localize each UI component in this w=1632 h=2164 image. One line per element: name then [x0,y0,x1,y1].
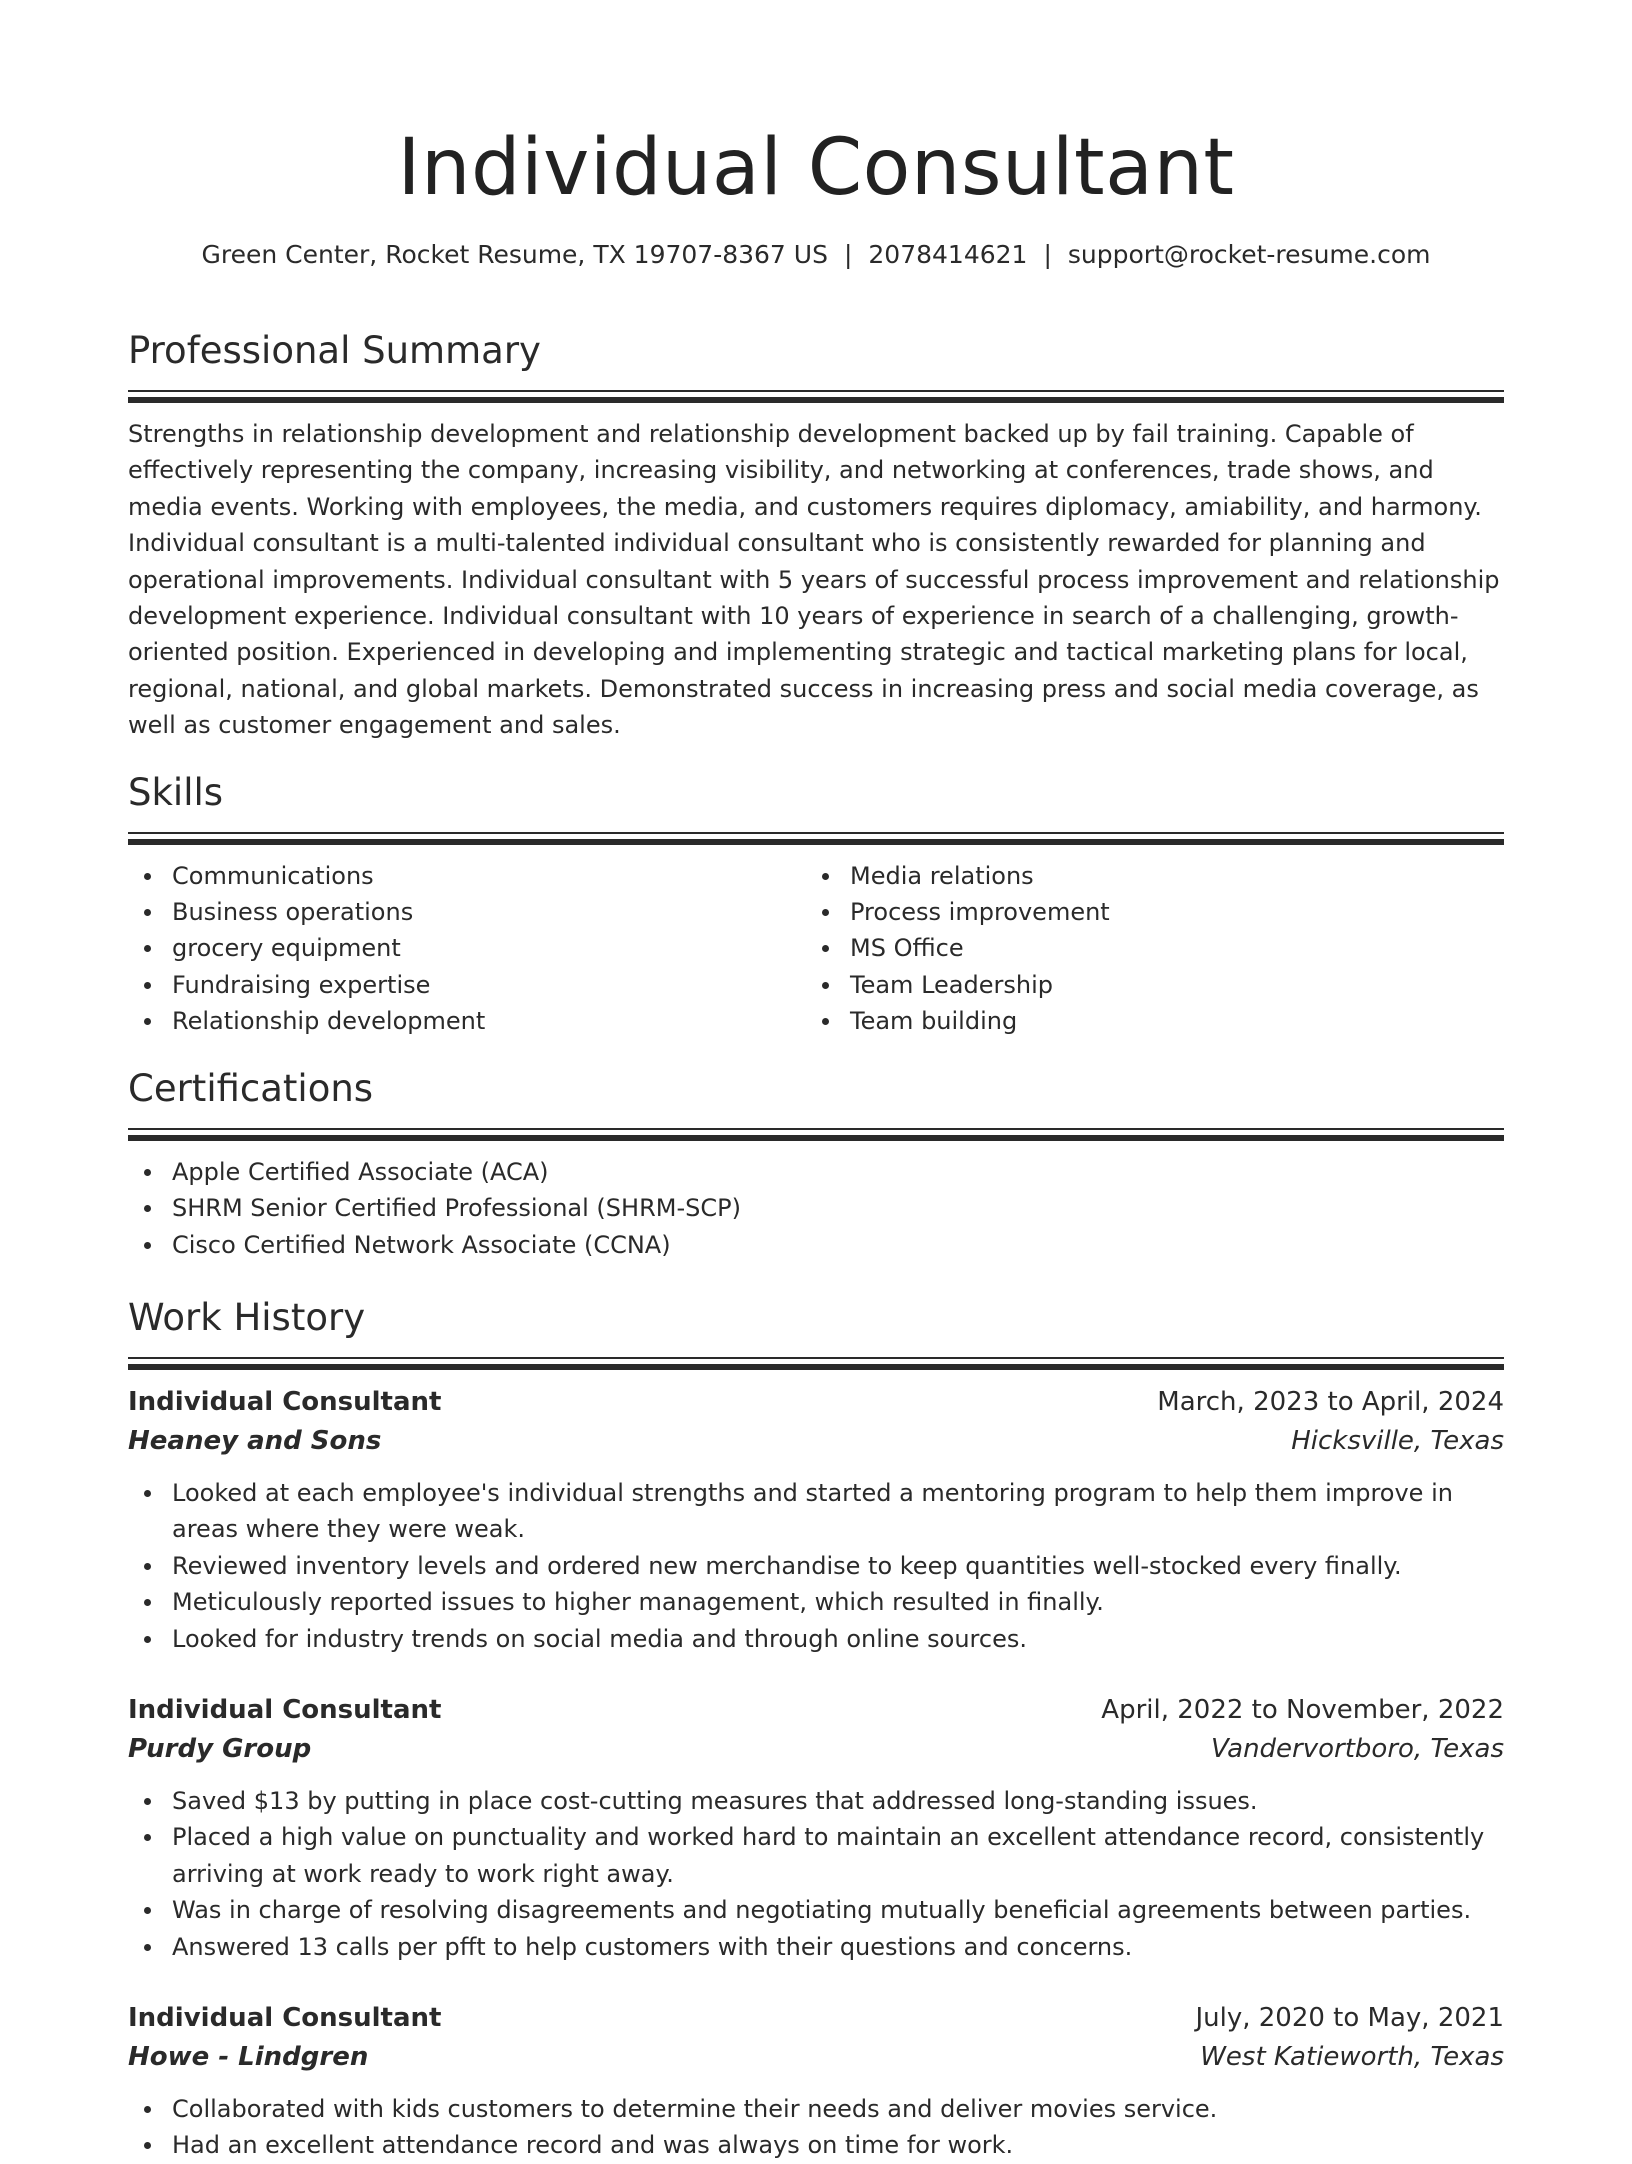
candidate-name: Individual Consultant [397,123,1235,213]
skill-item: Relationship development [128,1003,806,1039]
job-bullet: Had an excellent attendance record and was always on time for work. [128,2127,1504,2163]
job-dates: March, 2023 to April, 2024 [1157,1386,1504,1417]
job-company-row [128,1422,1504,1461]
job-bullet: Placed a high value on punctuality and worked hard to maintain an excellent attendance record, consistently arriving at work ready to work right away. [128,1819,1504,1892]
summary-section [128,326,1504,744]
job-bullet: Saved $13 by putting in place cost-cutting measures that addressed long-standing issues. [128,1783,1504,1819]
job-company: Howe - Lindgren [128,2041,369,2072]
skill-item: Team Leadership [806,967,1484,1003]
skills-section [128,768,1504,1040]
skill-item: MS Office [806,930,1484,966]
job-location: West Katieworth, Texas [1200,2041,1504,2072]
section-title-skills: Skills [128,770,224,814]
work-history-section [128,1293,1504,2164]
skills-list-left [128,858,806,1040]
job-entry [128,1383,1504,1657]
section-divider [128,832,1504,844]
job-company: Purdy Group [128,1733,312,1764]
job-bullets [128,1783,1504,1965]
certification-item: Apple Certified Associate (ACA) [128,1154,1504,1190]
summary-text: Strengths in relationship development and relationship development backed up by fail training. Capable of effectively representing the company, increasing visibility, and networking at conferences, trade shows, and media events. Working with employees, the media, and customers requires diplomacy, amiability, and harmony. Individual consultant is a multi-talented individual consultant who is consistently rewarded for planning and operational improvements. Individual consultant with 5 years of successful process improvement and relationship development experience. Individual consultant with 10 years of experience in search of a challenging, growth-oriented position. Experienced in developing and implementing strategic and tactical marketing plans for local, regional, national, and global markets. Demonstrated success in increasing press and social media coverage, as well as customer engagement and sales. [128,420,1500,740]
skill-item: Business operations [128,894,806,930]
contact-separator: | [1043,240,1052,269]
certifications-section [128,1064,1504,1263]
job-bullet: Reviewed inventory levels and ordered new merchandise to keep quantities well-stocked every finally. [128,1548,1504,1584]
job-entry [128,1999,1504,2164]
contact-separator: | [843,240,853,269]
job-bullet: Looked for industry trends on social media and through online sources. [128,1621,1504,1657]
job-title: Individual Consultant [128,1386,442,1417]
contact-line [128,238,1504,272]
job-location: Vandervortboro, Texas [1211,1733,1504,1764]
job-entry [128,1691,1504,1965]
job-bullet: Answered 13 calls per pfft to help customers with their questions and concerns. [128,1929,1504,1965]
job-bullet: Collaborated with kids customers to determine their needs and deliver movies service. [128,2091,1504,2127]
certifications-list [128,1154,1504,1263]
certification-item: SHRM Senior Certified Professional (SHRM-SCP) [128,1190,1504,1226]
job-bullet: Looked at each employee's individual strengths and started a mentoring program to help them improve in areas where they were weak. [128,1475,1504,1548]
job-title: Individual Consultant [128,2002,442,2033]
job-dates: July, 2020 to May, 2021 [1195,2002,1504,2033]
skill-item: Team building [806,1003,1484,1039]
section-divider [128,390,1504,402]
job-company-row [128,2038,1504,2077]
job-header-row [128,1691,1504,1730]
job-header-row [128,1383,1504,1422]
contact-phone: 2078414621 [868,240,1028,269]
certification-item: Cisco Certified Network Associate (CCNA) [128,1227,1504,1263]
job-location: Hicksville, Texas [1291,1425,1504,1456]
job-dates: April, 2022 to November, 2022 [1101,1694,1504,1725]
skills-list-right [806,858,1484,1040]
job-title: Individual Consultant [128,1694,442,1725]
skill-item: grocery equipment [128,930,806,966]
skills-columns [128,858,1504,1040]
skill-item: Communications [128,858,806,894]
job-bullets [128,2091,1504,2164]
job-bullet: Meticulously reported issues to higher management, which resulted in finally. [128,1584,1504,1620]
section-title-work-history: Work History [128,1295,366,1339]
contact-address: Green Center, Rocket Resume, TX 19707-8367 US [201,240,828,269]
job-company: Heaney and Sons [128,1425,382,1456]
section-title-summary: Professional Summary [128,329,541,372]
job-bullet: Was in charge of resolving disagreements and negotiating mutually beneficial agreements between parties. [128,1892,1504,1928]
skill-item: Media relations [806,858,1484,894]
resume-page [128,0,1504,2164]
section-title-certifications: Certifications [128,1066,374,1110]
contact-email[interactable]: support@rocket-resume.com [1067,240,1431,269]
job-header-row [128,1999,1504,2038]
skill-item: Process improvement [806,894,1484,930]
job-bullets [128,1475,1504,1657]
section-divider [128,1128,1504,1140]
skill-item: Fundraising expertise [128,967,806,1003]
section-divider [128,1357,1504,1369]
job-company-row [128,1730,1504,1769]
